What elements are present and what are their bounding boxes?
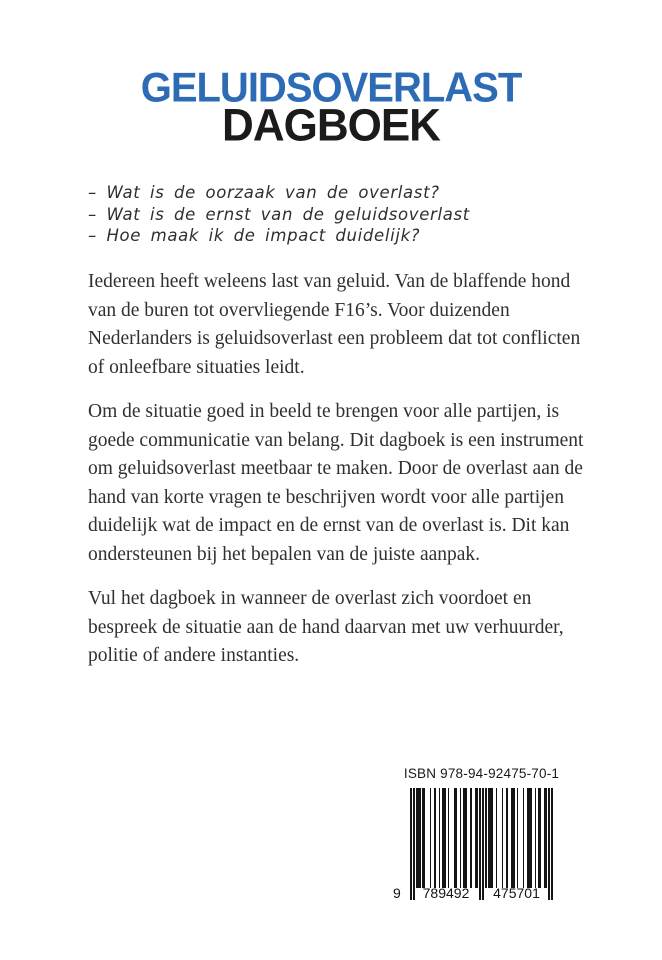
barcode-module	[551, 788, 553, 900]
body-text	[88, 268, 596, 687]
isbn-label: ISBN 978-94-92475-70-1	[403, 766, 560, 781]
question-item: – Wat is de ernst van de geluidsoverlast	[88, 204, 470, 224]
paragraph: Vul het dagboek in wanneer de overlast zich voordoet en bespreek de situatie aan de hand daarvan met uw verhuurder, politie of andere instanties.	[88, 588, 564, 666]
barcode-digits-left: 789492	[422, 885, 470, 901]
paragraph: Iedereen heeft weleens last van geluid. Van de blaffende hond van de buren tot overvliegende F16’s. Voor duizenden Nederlanders is geluidsoverlast een probleem dat tot conflicten of onleefbare situaties leidt.	[88, 271, 581, 378]
title-line2: DAGBOEK	[222, 100, 440, 151]
isbn-barcode	[393, 766, 560, 901]
paragraph: Om de situatie goed in beeld te brengen voor alle partijen, is goede communicatie van belang. Dit dagboek is een instrument om geluidsoverlast meetbaar te maken. Door de overlast aan de hand van korte vragen te beschrijven wordt voor alle partijen duidelijk wat de impact en de ernst van de overlast is. Dit kan ondersteunen bij het bepalen van de juiste aanpak.	[88, 401, 584, 565]
question-list	[88, 182, 470, 247]
question-item: – Hoe maak ik de impact duidelijk?	[88, 226, 421, 245]
title-line1: GELUIDSOVERLAST	[140, 65, 522, 111]
title-block	[0, 65, 662, 151]
barcode-digits-right: 475701	[493, 885, 540, 901]
barcode-digit-prefix: 9	[393, 885, 401, 901]
question-item: – Wat is de oorzaak van de overlast?	[88, 183, 440, 202]
